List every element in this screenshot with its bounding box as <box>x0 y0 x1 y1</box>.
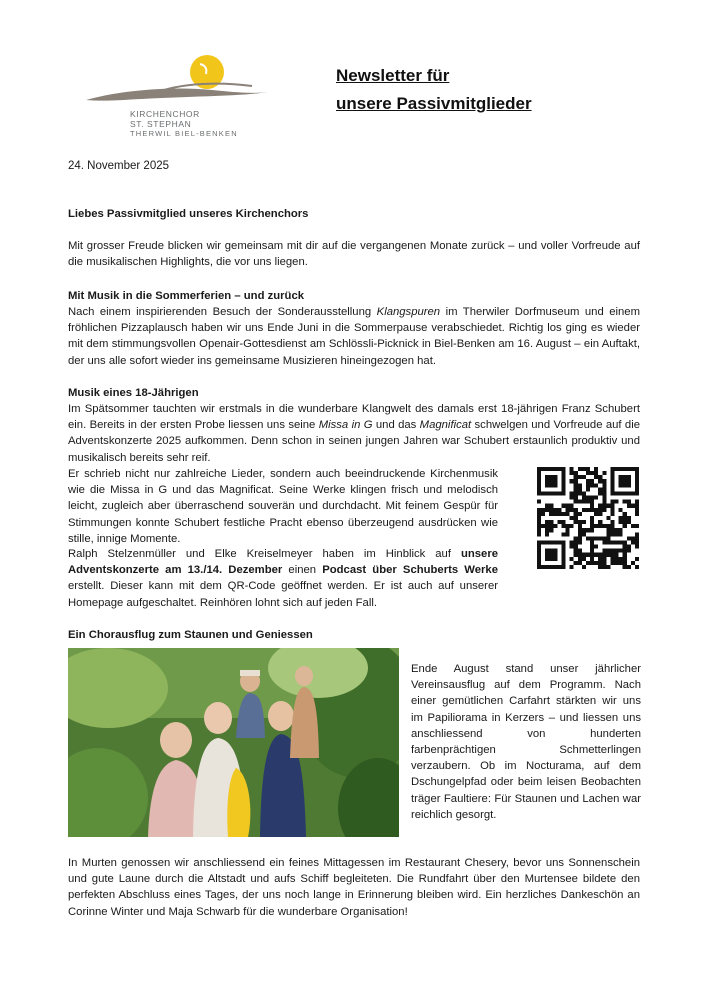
section-1-paragraph <box>68 304 640 369</box>
section-1-heading: Mit Musik in die Sommerferien – und zurück <box>68 290 305 302</box>
section-1-text-a: Nach einem inspirierenden Besuch der Sonderausstellung <box>68 306 377 318</box>
section-3-heading: Ein Chorausflug zum Staunen und Geniessen <box>68 629 313 641</box>
excursion-side-text: Ende August stand unser jährlicher Vereinsausflug auf dem Programm. Nach einer gemütlichen Carfahrt stärkten wir uns im Papiliorama in Kerzers – und liessen uns anschliessend von hunderten farbenprächtigen Schmetterlingen verzaubern. Ob im Nocturama, auf dem Dschungelpfad oder beim leisen Beobachten träger Faultiere: Für Staunen und Lachen war reichlich gesorgt. <box>411 663 641 821</box>
logo-line-1: KIRCHENCHOR <box>130 109 200 119</box>
section-2-p3-b: einen <box>282 564 323 577</box>
section-2-p3-strong1: unsere Adventskonzerte am 13./14. Dezember <box>68 548 498 577</box>
issue-date: 24. November 2025 <box>68 160 170 172</box>
choir-logo <box>82 52 272 147</box>
section-2-p1-c: schwelgen und Vorfreude auf die Adventskonzerte 2025 aufkommen. Denn schon in seinen jungen Jahren war Schubert erstaunlich produktiv und musikalisch bereits sehr reif. <box>68 419 640 464</box>
section-2-p3-c: erstellt. Dieser kann mit dem QR-Code geöffnet werden. Er ist auch auf unserer Homepage aufgeschaltet. Reinhören lohnt sich auf jeden Fall. <box>68 580 498 609</box>
excursion-closing-paragraph: In Murten genossen wir anschliessend ein feines Mittagessen im Restaurant Chesery, bevor uns Sonnenschein und gute Laune durch die Altstadt und aufs Schiff begleiteten. Die Rundfahrt über den Murtensee bildete den perfekten Abschluss eines Tages, der uns noch lange in Erinnerung bleiben wird. Ein herzliches Dankeschön an Corinne Winter und Maja Schwarb für die wunderbare Organisation! <box>68 857 640 918</box>
excursion-photo <box>68 648 399 837</box>
logo-line-3: THERWIL BIEL-BENKEN <box>130 129 238 138</box>
greeting: Liebes Passivmitglied unseres Kirchenchors <box>68 208 309 220</box>
section-2-p1-a: Im Spätsommer tauchten wir erstmals in die wunderbare Klangwelt des damals erst 18-jährigen Franz Schubert ein. Bereits in der ersten Probe liessen uns seine <box>68 403 640 432</box>
section-2-heading: Musik eines 18-Jährigen <box>68 387 199 399</box>
sun-swoosh-icon <box>82 52 272 112</box>
section-2-paragraph-2: Er schrieb nicht nur zahlreiche Lieder, sondern auch beeindruckende Kirchenmusik wie die Missa in G und das Magnificat. Seine Werke klingen frisch und melodisch leicht, zugleich aber überraschend souverän und durchdacht. Mit feinem Gespür für Stimmungen konnte Schubert festliche Pracht ebenso überzeugend ausdrücken wie stille, innige Momente. <box>68 468 498 545</box>
podcast-qr-code[interactable] <box>537 467 639 569</box>
section-2-paragraph-1 <box>68 401 640 466</box>
title-line-1: Newsletter für <box>336 66 450 85</box>
logo-line-2: ST. STEPHAN <box>130 118 192 129</box>
intro-paragraph: Mit grosser Freude blicken wir gemeinsam mit dir auf die vergangenen Monate zurück – und voller Vorfreude auf die musikalischen Highlights, die vor uns liegen. <box>68 240 640 269</box>
newsletter-title <box>336 62 636 118</box>
section-1-text-b: im Therwiler Dorfmuseum und einem fröhlichen Pizzaplausch haben wir uns Ende Juni in die Sommerpause verabschiedet. Richtig los ging es wieder mit dem stimmungsvollen Openair-Gottesdienst am Schlössli-Picknick in Biel-Benken am 16. August – ein Auftakt, der uns alle sofort wieder ins gemeinsame Musizieren hineingezogen hat. <box>68 306 640 367</box>
section-2-p1-b: und das <box>372 419 420 432</box>
section-2-paragraph-3 <box>68 546 498 611</box>
section-2-p3-a: Ralph Stelzenmüller und Elke Kreiselmeyer haben im Hinblick auf <box>68 548 461 560</box>
section-2-p1-em2: Magnificat <box>419 419 472 432</box>
section-2-p1-em1: Missa in G <box>318 419 373 432</box>
section-1-emphasis: Klangspuren <box>376 306 441 318</box>
title-line-2: unsere Passivmitglieder <box>336 94 532 113</box>
section-2-p3-strong2: Podcast über Schuberts Werke <box>322 564 498 577</box>
